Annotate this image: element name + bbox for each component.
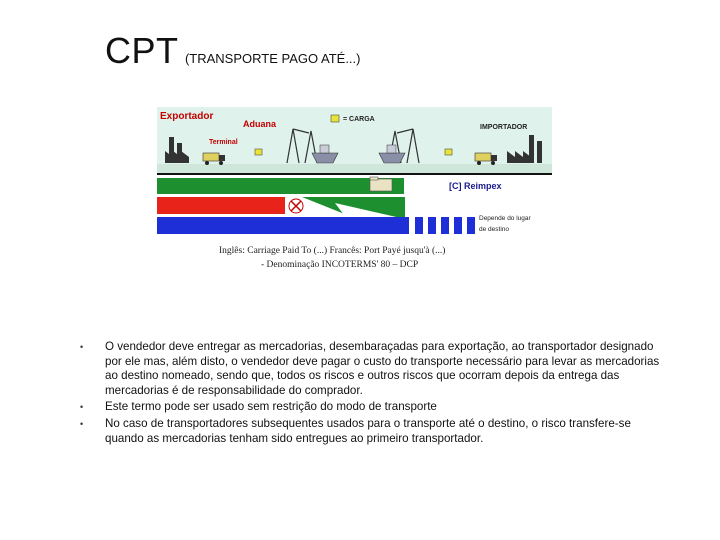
- list-item: [80, 400, 670, 415]
- destination-label-2: de destino: [479, 226, 509, 233]
- customs-label: Aduana: [243, 119, 277, 129]
- list-item: [80, 417, 670, 446]
- folder-icon: [370, 177, 392, 191]
- caption-incoterms: - Denominação INCOTERMS' 80 – DCP: [261, 260, 419, 270]
- caption-languages: Inglês: Carriage Paid To (...) Francês: Port Payé jusqu'à (...): [219, 246, 446, 256]
- cargo-legend-icon: [331, 115, 339, 122]
- bullet-icon: •: [80, 418, 84, 429]
- cargo-label: = CARGA: [343, 116, 375, 123]
- bullet-text: O vendedor deve entregar as mercadorias, desembaraçadas para exportação, ao transportador designado por ele mas, além disto, o vendedor deve pagar o custo do transporte necessário para levar as mercadorias ao destino nomeado, sendo que, todos os riscos e outros riscos que ocorram depois da entrega das mercadorias é de responsabilidade do comprador.: [105, 340, 660, 397]
- cargo-box-icon: [255, 149, 262, 155]
- bullet-text: No caso de transportadores subsequentes usados para o transporte até o destino, o risco transfere-se quando as mercadorias tenham sido entregues ao primeiro transportador.: [105, 416, 631, 445]
- slide-title: [105, 30, 360, 72]
- title-main: CPT: [105, 30, 179, 71]
- reimpex-label: [C] Reimpex: [449, 181, 502, 191]
- blue-band: [157, 217, 409, 234]
- bullet-text: Este termo pode ser usado sem restrição do modo de transporte: [105, 400, 437, 414]
- risk-icon: [289, 199, 303, 213]
- red-band: [157, 197, 285, 214]
- destination-label: Depende do lugar: [479, 215, 531, 222]
- incoterm-diagram: [157, 107, 552, 275]
- bullet-icon: •: [80, 402, 84, 413]
- terminal-label: Terminal: [209, 139, 238, 146]
- cargo-box-icon: [445, 149, 452, 155]
- title-subtitle: (TRANSPORTE PAGO ATÉ...): [184, 51, 361, 66]
- exporter-label: Exportador: [160, 111, 214, 122]
- importer-label: IMPORTADOR: [480, 124, 528, 131]
- bullet-list: [80, 340, 670, 448]
- bullet-icon: •: [80, 342, 84, 352]
- list-item: [80, 340, 670, 398]
